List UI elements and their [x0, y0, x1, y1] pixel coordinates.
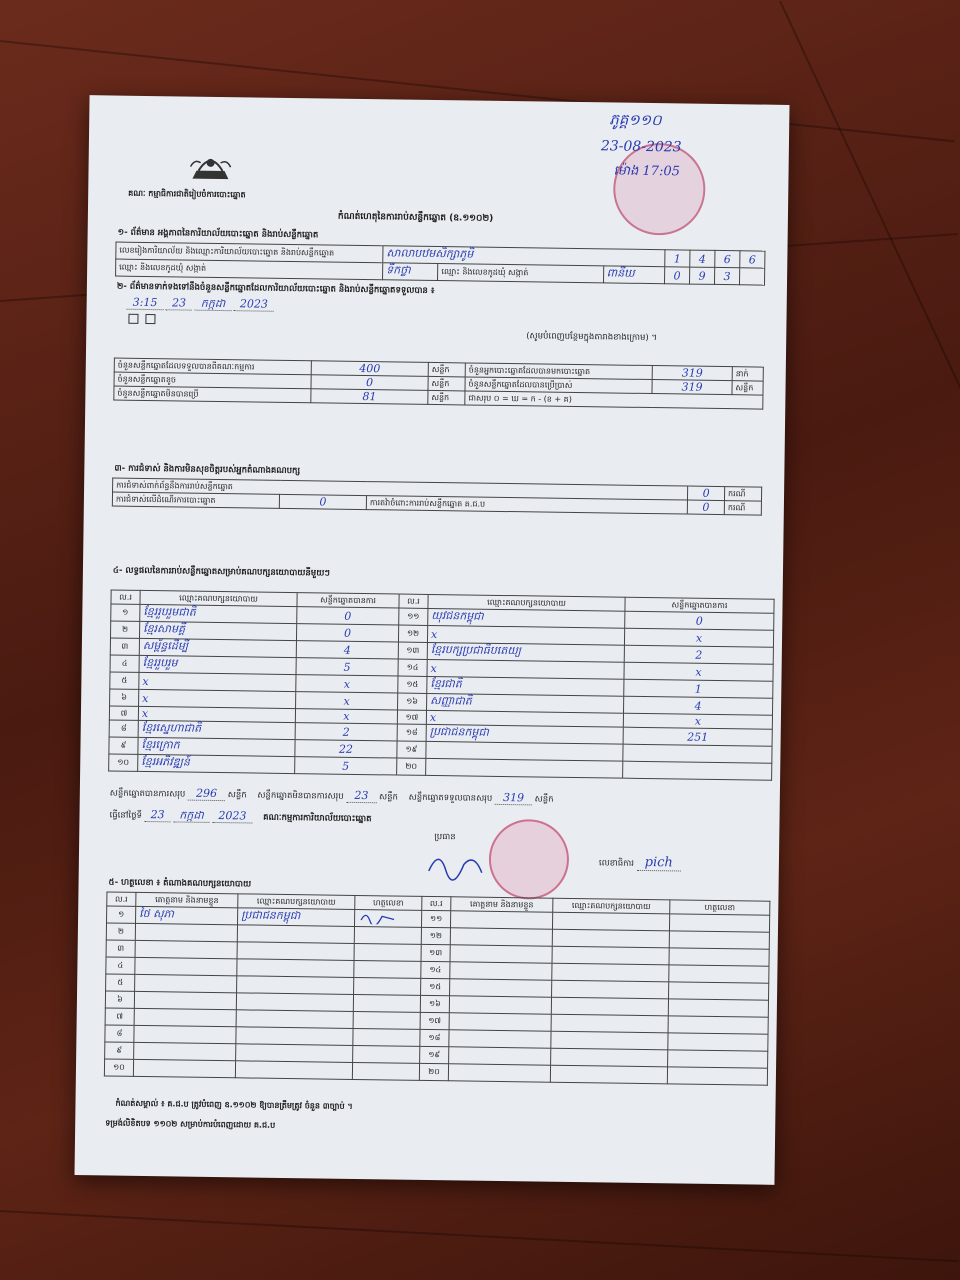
total-invalid-label: សន្លឹកឆ្នោតមិនបានការសរុប: [257, 790, 344, 802]
secretary-row: [599, 854, 681, 871]
time-value: 3:15: [127, 296, 164, 311]
total-all-label: សន្លឹកឆ្នោតទទួលបានសរុប: [408, 792, 493, 804]
rep-party: [236, 1044, 353, 1063]
row-number: ២: [106, 923, 135, 940]
rep-party: [236, 1010, 353, 1029]
case-label: ករណី: [724, 501, 761, 516]
party-name: ខ្មែរអភិវឌ្ឍន៍: [138, 754, 295, 773]
row-number: ៥: [106, 974, 135, 991]
station-info-table: [115, 242, 765, 286]
rep-party: [552, 929, 669, 948]
unit-label: សន្លឹក: [379, 792, 399, 803]
rep-name: [135, 923, 237, 941]
party-name: ខ្មែរសាមគ្គី: [139, 621, 296, 640]
rep-name: [450, 945, 552, 963]
rep-signature: [353, 1011, 420, 1029]
rep-party: [236, 993, 353, 1012]
rep-party: [237, 925, 354, 944]
complaint3-label: ការតវ៉ាចំពោះការរាប់សន្លឹកឆ្នោត គ.ជ.ប: [366, 496, 687, 514]
checkbox[interactable]: [128, 314, 138, 324]
vote-count: 5: [296, 658, 398, 676]
president-label: ប្រធាន: [434, 832, 456, 843]
spoiled-value: 0: [311, 375, 428, 391]
rep-signature: [353, 994, 420, 1012]
vote-count: x: [624, 662, 773, 681]
rep-party: [550, 1065, 667, 1084]
spoiled-label: ចំនួនសន្លឹកឆ្នោតខូច: [114, 372, 311, 389]
rep-party: [551, 997, 668, 1016]
row-number: ១: [111, 604, 140, 621]
col-party: ឈ្មោះគណបក្សនយោបាយ: [428, 594, 625, 611]
row-number: ១៤: [398, 659, 427, 676]
official-seal: [488, 819, 569, 900]
footer-bottom: ទម្រង់លិខិតបទ ១១០២ សម្រាប់ការបំពេញដោយ គ.ជ.ប: [105, 1118, 276, 1130]
rep-signature: [354, 960, 421, 978]
received-value: 400: [311, 361, 428, 377]
year-value: 2023: [234, 297, 274, 312]
row-number: ៤: [106, 957, 135, 974]
rep-name: [450, 962, 552, 980]
party-name: ប្រជាជនកម្ពុជា: [426, 724, 623, 744]
secretary-label: លេខាធិការ: [598, 858, 635, 869]
rep-name: [134, 1025, 236, 1043]
rep-signature: [354, 977, 421, 995]
rep-party: [237, 976, 354, 995]
col-votes: សន្លឹកឆ្នោតបានការ: [297, 593, 399, 608]
row-number: ១៦: [420, 995, 449, 1012]
party-signatures-table: [104, 891, 771, 1085]
code-digit: 3: [714, 267, 739, 284]
date-day: 23: [145, 808, 171, 822]
signature-mark: [358, 910, 398, 925]
code-digit: 1: [665, 250, 690, 267]
unit-label: នាក់: [732, 367, 763, 381]
day-value: 23: [166, 296, 192, 310]
row-number: ១៣: [398, 642, 427, 659]
code-digit: 6: [715, 250, 740, 267]
section2-heading: ២- ព័ត៌មានទាក់ទងទៅនឹងចំនួនសន្លឹកឆ្នោតដែលការិយាល័យបោះឆ្នោត និងរាប់សន្លឹកឆ្នោតទទួលបាន ៖: [116, 281, 435, 297]
row-number: ១៥: [421, 978, 450, 995]
row-number: ២០: [419, 1063, 448, 1080]
rep-signature: [354, 909, 421, 927]
code-digit: 4: [690, 250, 715, 267]
complaint3-value: 0: [687, 500, 724, 515]
party-name: ខ្មែរស្នេហាជាតិ: [138, 720, 295, 739]
unit-label: សន្លឹក: [428, 362, 465, 377]
row-number: ១៣: [421, 944, 450, 961]
vote-count: x: [624, 628, 773, 647]
stamp-date: 23-08-2023: [600, 138, 682, 156]
commune-label: ឈ្មោះ និងលេខកូដឃុំ សង្កាត់: [116, 259, 383, 280]
vote-count: 1: [624, 679, 773, 698]
footer-note: កំណត់សម្គាល់ ៖ គ.ជ.ប ត្រូវបំពេញ ឧ.១១០២ ឱ្យបានត្រឹមត្រូវ ចំនួន ៣ច្បាប់ ។: [115, 1098, 353, 1111]
rep-signature: [667, 1067, 767, 1085]
secretary-sign: pich: [637, 855, 681, 872]
vote-count: x: [295, 709, 397, 724]
party-name: ខ្មែររួបរួមជាតិ: [140, 604, 297, 623]
party-name: សញ្ញាជាតិ: [427, 693, 624, 713]
section5-heading: ៥- ហត្ថលេខា ៖ តំណាងគណបក្សនយោបាយ: [108, 877, 252, 890]
vote-count: [623, 761, 772, 780]
vote-count: x: [296, 692, 398, 710]
district-name: ពានីឃ: [603, 266, 665, 284]
row-number: ៩: [105, 1042, 134, 1059]
vote-count: x: [296, 675, 398, 693]
party-name: x: [427, 659, 624, 679]
rep-party: [551, 1048, 668, 1067]
voted-value: 319: [652, 366, 732, 381]
row-number: ១៩: [420, 1046, 449, 1063]
form-title: កំណត់ហេតុនៃការរាប់សន្លឹកឆ្នោត (ឧ.១១០២): [337, 211, 494, 224]
code-digit: 0: [664, 267, 689, 284]
vote-count: 4: [623, 696, 772, 715]
month-value: កក្កដា: [195, 297, 232, 312]
rep-name: [449, 1047, 551, 1065]
rep-name: [134, 991, 236, 1009]
vote-count: 5: [295, 757, 397, 775]
row-number: ១៩: [397, 741, 426, 758]
col-no: ល.រ: [111, 590, 140, 604]
rep-party: [237, 959, 354, 978]
row-number: ២: [110, 621, 139, 638]
row-number: ៤: [110, 655, 139, 672]
stamp-code: ភូគ្គ១១០: [609, 110, 662, 130]
party-name: [426, 758, 623, 778]
row-number: ១៨: [397, 724, 426, 741]
rep-name: [450, 979, 552, 997]
rep-signature: [669, 914, 769, 932]
rep-signature: [353, 1028, 420, 1046]
rep-signature: [353, 1045, 420, 1063]
party-name: x: [138, 706, 295, 722]
section4-heading: ៤- លទ្ធផលនៃការរាប់សន្លឹកឆ្នោតសម្រាប់គណបក្សនយោបាយនីមួយៗ: [112, 565, 330, 579]
party-name: ខ្មែរជាតិ: [427, 676, 624, 696]
ministry-name: គណៈ កម្មាធិការជាតិរៀបចំការបោះឆ្នោត: [128, 188, 246, 200]
party-name: x: [139, 672, 296, 691]
rep-name: [450, 911, 552, 929]
ballot-count-table: [113, 358, 764, 410]
commune-name: ទឹកថ្លា: [383, 263, 439, 281]
party-name: ខ្មែររួបរួម: [139, 655, 296, 674]
complaint2-label: ការជំទាស់លើដំណើរការបោះឆ្នោត: [112, 492, 279, 508]
col-party: ឈ្មោះគណបក្សនយោបាយ: [238, 894, 355, 910]
rep-party: [552, 946, 669, 965]
complaint2-value: 0: [279, 494, 366, 509]
used-value: 319: [652, 380, 732, 395]
received-stamp: [613, 142, 706, 235]
rep-signature: [668, 999, 768, 1017]
case-label: ករណី: [724, 487, 761, 502]
rep-name: [135, 957, 237, 975]
formula: ជាសរុប ០ = ឃ = ក - (ខ + គ): [465, 391, 763, 409]
rep-signature: [669, 931, 769, 949]
row-number: ១៨: [420, 1029, 449, 1046]
total-valid-label: សន្លឹកឆ្នោតបានការសរុប: [109, 788, 186, 800]
section1-heading: ១- ព័ត៌មាន អង្គភាពនៃការិយាល័យបោះឆ្នោត និងរាប់សន្លឹកឆ្នោត: [117, 227, 319, 241]
row-number: ១៧: [420, 1012, 449, 1029]
party-name: សម្ព័ន្ធដើម្បី: [139, 638, 296, 657]
date-row: [109, 808, 371, 828]
vote-count: 4: [296, 641, 398, 659]
received-label: ចំនួនសន្លឹកឆ្នោតដែលទទួលបានពីគណៈកម្មការ: [114, 358, 311, 375]
observer-note: (សូមបំពេញបន្ថែមក្នុងតារាងខាងក្រោម) ។: [526, 331, 658, 344]
complaint-label: ការជំទាស់ពាក់ព័ន្ធនឹងការរាប់សន្លឹកឆ្នោត: [113, 478, 688, 500]
unused-value: 81: [311, 389, 428, 405]
vote-count: 0: [297, 607, 399, 625]
row-number: ១០: [104, 1059, 133, 1076]
party-name: ខ្មែរបក្សប្រជាធិបតេយ្យ: [427, 642, 624, 662]
row-number: ១១: [421, 910, 450, 927]
vote-count: 0: [625, 611, 774, 630]
col-no: ល.រ: [107, 892, 136, 906]
row-number: ១៦: [398, 693, 427, 710]
rep-signature: [668, 1033, 768, 1051]
rep-name: [135, 974, 237, 992]
row-number: ១០: [109, 754, 138, 771]
row-number: ១៧: [397, 710, 426, 724]
party-name: យុវជនកម្ពុជា: [428, 608, 625, 628]
total-invalid-value: 23: [346, 789, 376, 803]
rep-signature: [668, 1050, 768, 1068]
rep-signature: [669, 948, 769, 966]
col-sign: ហត្ថលេខា: [355, 895, 422, 910]
row-number: ៨: [105, 1025, 134, 1042]
row-number: ៩: [109, 737, 138, 754]
vote-count: 22: [295, 740, 397, 758]
checkbox[interactable]: [145, 314, 155, 324]
row-number: ១: [107, 906, 136, 923]
party-name: ខ្មែរក្រោក: [138, 737, 295, 756]
unit-label: សន្លឹក: [227, 790, 247, 801]
total-all-value: 319: [495, 791, 532, 806]
unit-label: សន្លឹក: [534, 794, 554, 805]
president-signature: [424, 846, 494, 883]
rep-party: [552, 912, 669, 931]
vote-count: 2: [624, 645, 773, 664]
rep-signature: [354, 943, 421, 961]
totals-row: [110, 786, 770, 810]
party-results-table: [108, 590, 774, 781]
rep-party: [235, 1061, 352, 1080]
rep-name: ថៃ សុភា: [136, 906, 238, 924]
unit-label: សន្លឹក: [428, 376, 465, 391]
row-number: ១៤: [421, 961, 450, 978]
date-label: ធ្វើនៅថ្ងៃទី: [109, 810, 142, 821]
party-name: x: [427, 625, 624, 645]
rep-party: [552, 980, 669, 999]
row-number: ៦: [110, 689, 139, 706]
col-party: ឈ្មោះគណបក្សនយោបាយ: [140, 590, 297, 606]
vote-count: [623, 744, 772, 763]
rep-name: [135, 940, 237, 958]
col-votes: សន្លឹកឆ្នោតបានការ: [625, 597, 774, 613]
total-valid-value: 296: [188, 787, 225, 802]
row-number: ១១: [399, 608, 428, 625]
row-number: ១៥: [398, 676, 427, 693]
used-label: ចំនួនសន្លឹកឆ្នោតដែលបានប្រើប្រាស់: [465, 377, 652, 394]
col-no: ល.រ: [399, 594, 428, 608]
row-number: ៥: [110, 672, 139, 689]
rep-name: [450, 928, 552, 946]
vote-count: 2: [295, 723, 397, 741]
voted-label: ចំនួនអ្នកបោះឆ្នោតដែលបានមកបោះឆ្នោត: [465, 363, 652, 380]
row-number: ៨: [109, 720, 138, 737]
station-name: សាលាបឋមសិក្សាភូមិ: [383, 246, 665, 267]
rep-signature: [669, 965, 769, 983]
rep-name: [449, 1030, 551, 1048]
rep-name: [134, 1008, 236, 1026]
rep-party: [236, 1027, 353, 1046]
rep-signature: [668, 1016, 768, 1034]
vote-count: 0: [296, 624, 398, 642]
col-no: ល.រ: [422, 896, 451, 910]
time-line: [127, 296, 767, 321]
national-emblem-icon: [188, 149, 232, 184]
rep-party: ប្រជាជនកម្ពុជា: [238, 908, 355, 927]
code-digit: 6: [740, 251, 765, 268]
row-number: ៣: [106, 940, 135, 957]
col-name: គោត្តនាម និងនាមខ្លួន: [451, 897, 553, 912]
checkbox-line: [126, 314, 157, 325]
rep-name: [134, 1042, 236, 1060]
section3-heading: ៣- ការជំទាស់ និងការមិនសុខចិត្តរបស់អ្នកតំណាងគណបក្ស: [114, 463, 301, 477]
committee-label: គណៈកម្មការការិយាល័យបោះឆ្នោត: [263, 812, 372, 825]
complaints-table: [112, 478, 762, 516]
code-digit: 9: [689, 267, 714, 284]
stamp-time: ម៉ោង 17:05: [613, 163, 681, 180]
rep-signature: [669, 982, 769, 1000]
col-sign: ហត្ថលេខា: [670, 900, 770, 915]
election-form-sheet: [74, 95, 789, 1185]
rep-name: [133, 1059, 235, 1077]
rep-name: [449, 1013, 551, 1031]
rep-name: [448, 1064, 550, 1082]
col-name: គោត្តនាម និងនាមខ្លួន: [136, 892, 238, 907]
rep-signature: [354, 926, 421, 944]
party-name: x: [426, 710, 623, 727]
col-party: ឈ្មោះគណបក្សនយោបាយ: [553, 898, 670, 914]
rep-party: [551, 1014, 668, 1033]
rep-party: [551, 1031, 668, 1050]
row-number: ១២: [398, 625, 427, 642]
rep-party: [552, 963, 669, 982]
rep-party: [237, 942, 354, 961]
row-number: ១២: [421, 927, 450, 944]
vote-count: x: [623, 713, 772, 729]
row-number: ២០: [397, 758, 426, 775]
party-name: x: [139, 689, 296, 708]
row-number: ៦: [105, 991, 134, 1008]
unused-label: ចំនួនសន្លឹកឆ្នោតមិនបានប្រើ: [114, 386, 311, 403]
rep-name: [449, 996, 551, 1014]
vote-count: 251: [623, 727, 772, 746]
unit-label: សន្លឹក: [428, 390, 465, 405]
station-label: លេខរៀងការិយាល័យ និងឈ្មោះការិយាល័យបោះឆ្នោត និងរាប់សន្លឹកឆ្នោត: [116, 242, 383, 263]
row-number: ៣: [110, 638, 139, 655]
rep-signature: [352, 1062, 419, 1080]
row-number: ៧: [109, 706, 138, 720]
complaint-value: 0: [688, 486, 725, 501]
district-label: ឈ្មោះ និងលេខកូដឃុំ សង្កាត់: [438, 264, 603, 283]
row-number: ៧: [105, 1008, 134, 1025]
date-year: 2023: [212, 809, 252, 824]
date-month: កក្កដា: [173, 808, 210, 823]
unit-label: សន្លឹក: [732, 381, 763, 395]
